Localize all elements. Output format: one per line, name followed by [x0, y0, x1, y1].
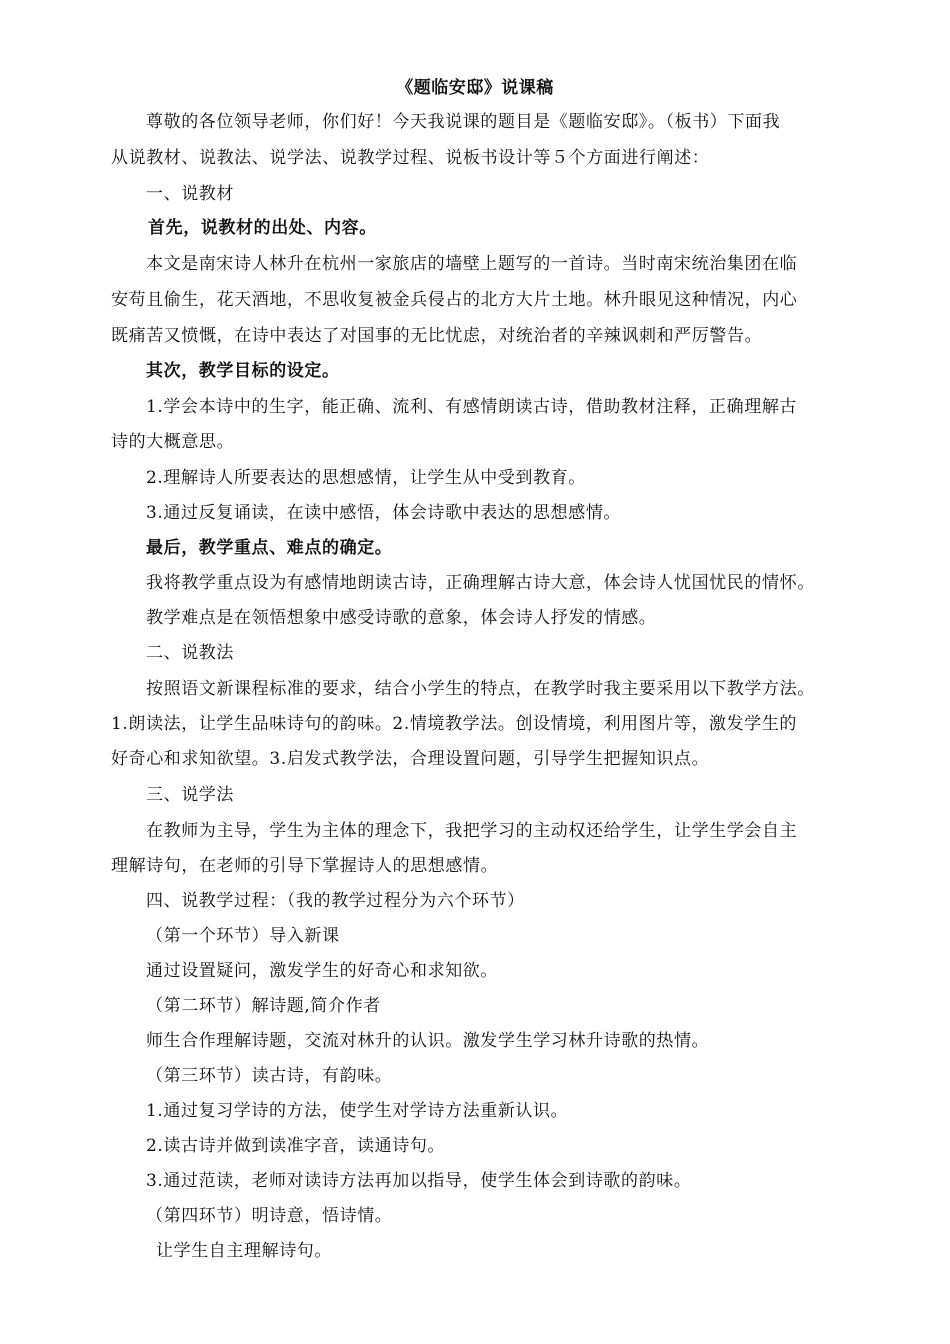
paragraph-line: 诗的大概意思。 — [111, 432, 235, 452]
paragraph-line: 理解诗句，在老师的引导下掌握诗人的思想感情。 — [111, 856, 499, 876]
document-title: 《题临安邸》说课稿 — [396, 78, 554, 98]
list-item: 2.读古诗并做到读准字音，读通诗句。 — [146, 1136, 446, 1156]
step-heading: （第三环节）读古诗，有韵味。 — [146, 1066, 393, 1086]
section-heading: 四、说教学过程：（我的教学过程分为六个环节） — [146, 891, 525, 911]
paragraph-line: 师生合作理解诗题，交流对林升的认识。激发学生学习林升诗歌的热情。 — [146, 1031, 710, 1051]
paragraph-line: 教学难点是在领悟想象中感受诗歌的意象，体会诗人抒发的情感。 — [146, 608, 657, 628]
subsection-heading: 首先，说教材的出处、内容。 — [148, 218, 377, 238]
paragraph-line: 安苟且偷生，花天酒地，不思收复被金兵侵占的北方大片土地。林升眼见这种情况，内心 — [111, 290, 798, 310]
section-heading: 三、说学法 — [146, 785, 234, 805]
list-item: 1.通过复习学诗的方法，使学生对学诗方法重新认识。 — [146, 1101, 569, 1121]
paragraph-line: 1.朗读法，让学生品味诗句的韵味。2.情境教学法。创设情境，利用图片等，激发学生的 — [111, 714, 798, 734]
paragraph-line: 我将教学重点设为有感情地朗读古诗，正确理解古诗大意，体会诗人忧国忧民的情怀。 — [146, 573, 815, 593]
list-item: 1.学会本诗中的生字，能正确、流利、有感情朗读古诗，借助教材注释，正确理解古 — [146, 397, 798, 417]
list-item: 2.理解诗人所要表达的思想感情，让学生从中受到教育。 — [146, 468, 586, 488]
list-item: 3.通过反复诵读，在读中感悟，体会诗歌中表达的思想感情。 — [146, 503, 622, 523]
paragraph-line: 既痛苦又愤慨，在诗中表达了对国事的无比忧虑，对统治者的辛辣讽刺和严厉警告。 — [111, 326, 763, 346]
subsection-heading: 其次，教学目标的设定。 — [146, 361, 340, 381]
step-heading: （第四环节）明诗意，悟诗情。 — [146, 1206, 393, 1226]
paragraph-line: 通过设置疑问，激发学生的好奇心和求知欲。 — [146, 961, 498, 981]
section-heading: 二、说教法 — [146, 643, 234, 663]
step-heading: （第一个环节）导入新课 — [146, 926, 340, 946]
list-item: 3.通过范读，老师对读诗方法再加以指导，使学生体会到诗歌的韵味。 — [146, 1171, 692, 1191]
paragraph-line: 在教师为主导，学生为主体的理念下，我把学习的主动权还给学生，让学生学会自主 — [146, 821, 798, 841]
paragraph-line: 尊敬的各位领导老师，你们好！今天我说课的题目是《题临安邸》。（板书）下面我 — [146, 112, 781, 132]
paragraph-line: 本文是南宋诗人林升在杭州一家旅店的墙壁上题写的一首诗。当时南宋统治集团在临 — [146, 254, 798, 274]
section-heading: 一、说教材 — [146, 184, 234, 204]
paragraph-line: 让学生自主理解诗句。 — [156, 1241, 332, 1261]
step-heading: （第二环节）解诗题,简介作者 — [146, 996, 381, 1016]
subsection-heading: 最后，教学重点、难点的确定。 — [146, 538, 393, 558]
paragraph-line: 按照语文新课程标准的要求，结合小学生的特点，在教学时我主要采用以下教学方法。 — [146, 679, 815, 699]
paragraph-line: 从说教材、说教法、说学法、说教学过程、说板书设计等５个方面进行阐述： — [111, 148, 710, 168]
paragraph-line: 好奇心和求知欲望。3.启发式教学法，合理设置问题，引导学生把握知识点。 — [111, 749, 710, 769]
